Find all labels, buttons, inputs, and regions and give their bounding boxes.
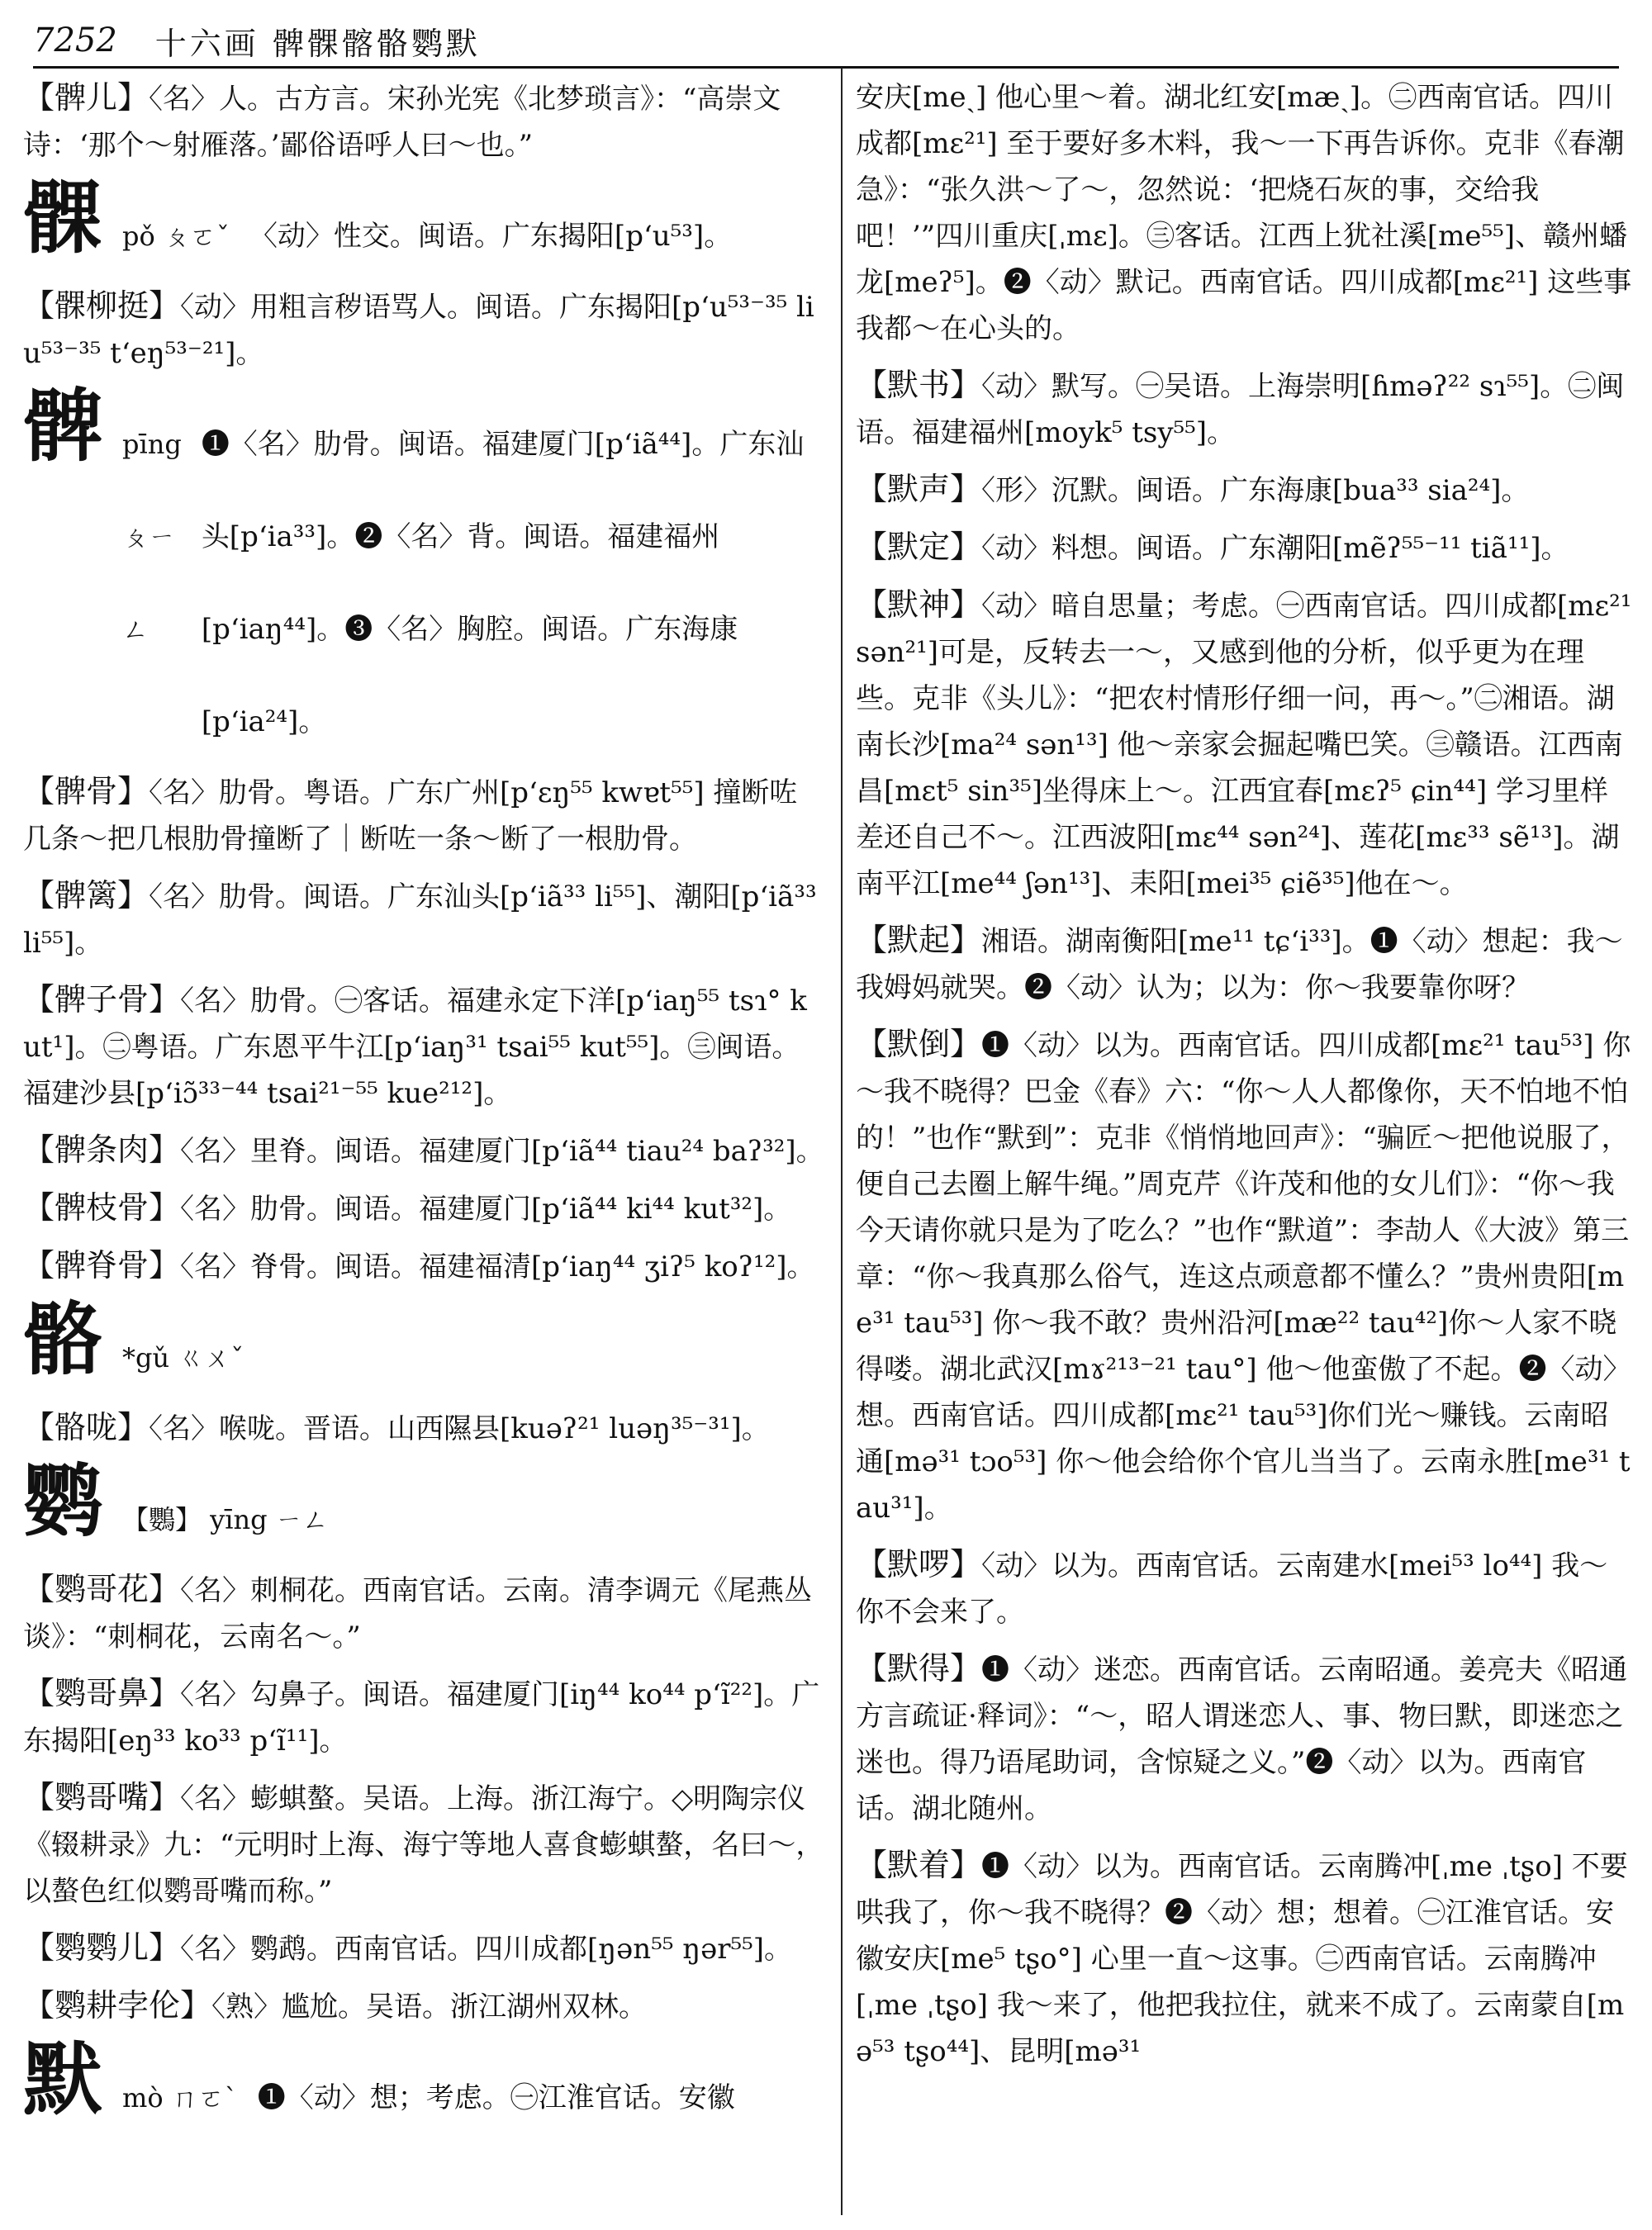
pronunciation: mò ㄇㄛˋ [122, 2082, 238, 2114]
entry-headword: 【髀儿】 [23, 79, 150, 116]
definition-text: 〈名〉刺桐花。西南官话。云南。清李调元《尾燕丛谈》：“刺桐花，云南名～。” [23, 1574, 813, 1654]
entry-headword: 【鹦哥花】 [23, 1571, 181, 1607]
entry-headword: 【默啰】 [856, 1546, 982, 1582]
dictionary-entry [23, 74, 824, 168]
entry-headword: 【髀子骨】 [23, 981, 181, 1018]
entry-headword: 【默定】 [856, 529, 982, 565]
definition-text: ❶〈动〉以为。西南官话。云南腾冲[ˌme ˌtʂo] 不要哄我了，你～我不晓得？❷〈动〉想；想着。㊀江淮官话。安徽安庆[me⁵ tʂo°] 心里一直～这事。㊁西南官话。云南腾冲[ˌme ˌtʂo] 我～来了，他把我拉住，就来不成了。云南蒙自[mə⁵³ tʂo⁴⁴]、昆明[mə³¹ [856, 1850, 1628, 2068]
entry-headword: 【默神】 [856, 586, 982, 623]
column-divider [841, 68, 843, 2215]
head-character-entry [23, 2033, 824, 2144]
dictionary-entry [23, 1670, 824, 1764]
definition-text: 〈动〉用粗言秽语骂人。闽语。广东揭阳[p‘u⁵³⁻³⁵ liu⁵³⁻³⁵ t‘eŋ⁵³⁻²¹]。 [23, 291, 814, 370]
definition-text: 〈动〉料想。闽语。广东潮阳[mẽʔ⁵⁵⁻¹¹ tiã¹¹]。 [981, 532, 1569, 565]
entry-headword: 【默声】 [856, 471, 982, 507]
definition-text: 〈动〉默写。㊀吴语。上海崇明[ɦməʔ²² sɿ⁵⁵]。㊁闽语。福建福州[moyk⁵ tsy⁵⁵]。 [856, 370, 1625, 449]
definition-text: ❶〈动〉以为。西南官话。四川成都[mɛ²¹ tau⁵³] 你～我不晓得？巴金《春》六：“你～人人都像你，天不怕地不怕的！”也作“默到”：克非《悄悄地回声》：“骗匠～把他说服了，便自己去圈上解牛绳。”周克芹《许茂和他的女儿们》：“你～我今天请你就只是为了吃么？”也作“默道”：李劼人《大波》第三章：“你～我真那么俗气，连这点顽意都不懂么？”贵州贵阳[me³¹ tau⁵³] 你～我不敢？贵州沿河[mæ²² tau⁴²]你～人家不晓得喽。湖北武汉[mɤ²¹³⁻²¹ tau°] 他～他蛮傲了不起。❷〈动〉想。西南官话。四川成都[mɛ²¹ tau⁵³]你们光～赚钱。云南昭通[mə³¹ tɔo⁵³] 你～他会给你个官儿当当了。云南永胜[me³¹ tau³¹]。 [856, 1029, 1631, 1525]
definition-text: 〈名〉肋骨。闽语。广东汕头[p‘iã³³ li⁵⁵]、潮阳[p‘iã³³ li⁵⁵]。 [23, 880, 817, 960]
entry-headword: 【骼咙】 [23, 1409, 150, 1445]
definition-text: 〈名〉鹦鹉。西南官话。四川成都[ŋən⁵⁵ ŋər⁵⁵]。 [180, 1933, 793, 1966]
entry-headword: 【髀枝骨】 [23, 1189, 181, 1226]
dictionary-entry [23, 1184, 824, 1232]
head-character: 骼 [23, 1293, 102, 1386]
dictionary-entry [23, 1242, 824, 1290]
head-character: 髀 [23, 380, 102, 472]
entry-headword: 【鹦哥鼻】 [23, 1675, 181, 1711]
dictionary-entry [23, 1924, 824, 1972]
entry-headword: 【鹦鹦儿】 [23, 1929, 181, 1966]
definition-text: 〈形〉沉默。闽语。广东海康[bua³³ sia²⁴]。 [981, 474, 1530, 507]
dictionary-entry [23, 872, 824, 966]
head-character-entry [23, 172, 824, 282]
definition-text: 〈动〉暗自思量；考虑。㊀西南官话。四川成都[mɛ²¹ sən²¹]可是，反转去一～，又感到他的分析，似乎更为在理些。克非《头儿》：“把农村情形仔细一问，再～。”㊁湘语。湖南长沙[ma²⁴ sən¹³] 他～亲家会掘起嘴巴笑。㊂赣语。江西南昌[mɛt⁵ sin³⁵]坐得床上～。江西宜春[mɛʔ⁵ ɕin⁴⁴] 学习里样差还自己不～。江西波阳[mɛ⁴⁴ sən²⁴]、莲花[mɛ³³ sẽ¹³]。湖南平江[me⁴⁴ ʃən¹³]、耒阳[mei³⁵ ɕiẽ³⁵]他在～。 [856, 590, 1632, 900]
dictionary-entry [23, 1566, 824, 1660]
dictionary-entry [23, 1774, 824, 1914]
right-column [856, 74, 1635, 2085]
entry-headword: 【鹦哥嘴】 [23, 1779, 181, 1815]
definition-text: 〈名〉里脊。闽语。福建厦门[p‘iã⁴⁴ tiau²⁴ baʔ³²]。 [180, 1135, 824, 1168]
definition-text: ❶〈名〉肋骨。闽语。福建厦门[p‘iã⁴⁴]。广东汕头[p‘ia³³]。❷〈名〉背。闽语。福建福州[p‘iaŋ⁴⁴]。❸〈名〉胸腔。闽语。广东海康[p‘ia²⁴]。 [201, 428, 805, 738]
entry-headword: 【髀骨】 [23, 773, 150, 809]
entry-headword: 【鹦耕孛伦】 [23, 1987, 212, 2024]
head-character-entry [23, 1293, 824, 1404]
dictionary-entry [856, 74, 1635, 352]
dictionary-entry [23, 282, 824, 377]
dictionary-entry [856, 362, 1635, 456]
head-character-entry [23, 1455, 824, 1566]
dictionary-entry [856, 1021, 1635, 1531]
dictionary-entry [23, 1982, 824, 2030]
pronunciation: 【鸚】 yīng ㄧㄥ [122, 1504, 329, 1535]
definition-text: 〈名〉人。古方言。宋孙光宪《北梦琐言》：“高崇文诗：‘那个～射雁落。’鄙俗语呼人曰～也。” [23, 83, 781, 162]
entry-headword: 【髀条肉】 [23, 1132, 181, 1168]
definition-text: 〈名〉肋骨。粤语。广东广州[p‘ɛŋ⁵⁵ kwɐt⁵⁵] 撞断咗几条～把几根肋骨撞断了｜断咗一条～断了一根肋骨。 [23, 776, 798, 856]
definition-text: 〈名〉喉咙。晋语。山西隰县[kuəʔ²¹ luəŋ³⁵⁻³¹]。 [149, 1412, 770, 1445]
entry-headword: 【髀脊骨】 [23, 1247, 181, 1283]
entry-headword: 【默倒】 [856, 1026, 982, 1062]
definition-text: 〈熟〉尴尬。吴语。浙江湖州双林。 [211, 1990, 648, 2024]
pronunciation: *gǔ ㄍㄨˇ [122, 1342, 244, 1374]
definition-text: ❶〈动〉想；考虑。㊀江淮官话。安徽 [257, 2081, 735, 2114]
definition-text: 〈名〉肋骨。㊀客话。福建永定下洋[p‘iaŋ⁵⁵ tsɿ° kut¹]。㊁粤语。广东恩平牛江[p‘iaŋ³¹ tsai⁵⁵ kut⁵⁵]。㊂闽语。福建沙县[p‘iɔ̃³³⁻⁴⁴ tsai²¹⁻⁵⁵ kue²¹²]。 [23, 985, 807, 1110]
definition-text: 〈名〉肋骨。闽语。福建厦门[p‘iã⁴⁴ ki⁴⁴ kut³²]。 [180, 1193, 792, 1226]
definition-text: 安庆[meˎ] 他心里～着。湖北红安[mæˎ]。㊁西南官话。四川成都[mɛ²¹] 至于要好多木料，我～一下再告诉你。克非《春潮急》：“张久洪～了～，忽然说：‘把烧石灰的事，交给我吧！’”四川重庆[ˌmɛ]。㊂客话。江西上犹社溪[me⁵⁵]、赣州蟠龙[meʔ⁵]。❷〈动〉默记。西南官话。四川成都[mɛ²¹] 这些事我都～在心头的。 [856, 81, 1632, 345]
head-character: 默 [23, 2033, 102, 2126]
entry-headword: 【默起】 [856, 922, 982, 958]
pronunciation: pǒ ㄆㄛˇ [122, 221, 230, 252]
definition-text: ❶〈动〉迷恋。西南官话。云南昭通。姜亮夫《昭通方言疏证·释词》：“～，昭人谓迷恋人、事、物曰默，即迷恋之迷也。得乃语尾助词，含惊疑之义。”❷〈动〉以为。西南官话。湖北随州。 [856, 1654, 1628, 1825]
entry-headword: 【默得】 [856, 1650, 982, 1687]
head-character-entry [23, 380, 824, 768]
definition-text: 〈名〉脊骨。闽语。福建福清[p‘iaŋ⁴⁴ ʒiʔ⁵ koʔ¹²]。 [180, 1250, 815, 1283]
dictionary-entry [23, 1404, 824, 1452]
dictionary-entry [23, 768, 824, 862]
dictionary-entry [856, 1645, 1635, 1832]
head-character: 鹦 [23, 1455, 102, 1548]
left-column [23, 74, 824, 2144]
definition-text: 〈动〉性交。闽语。广东揭阳[p‘u⁵³]。 [249, 220, 733, 253]
head-character: 髁 [23, 172, 102, 264]
page-header [33, 15, 1619, 69]
definition-text: 〈动〉以为。西南官话。云南建水[mei⁵³ lo⁴⁴] 我～你不会来了。 [856, 1549, 1608, 1629]
entry-headword: 【默着】 [856, 1847, 982, 1883]
dictionary-entry [856, 524, 1635, 572]
page-number: 7252 [33, 21, 117, 59]
dictionary-entry [856, 1842, 1635, 2075]
definition-text: 〈名〉蟛蜞螯。吴语。上海。浙江海宁。◇明陶宗仪《辍耕录》九：“元明时上海、海宁等地人喜食蟛蜞螯，名曰～，以螯色红似鹦哥嘴而称。” [23, 1782, 824, 1908]
pronunciation: pīng ㄆㄧㄥ [122, 429, 182, 645]
entry-headword: 【髀篱】 [23, 877, 150, 913]
dictionary-entry [856, 917, 1635, 1011]
entry-headword: 【默书】 [856, 367, 982, 403]
dictionary-entry [856, 466, 1635, 514]
definition-text: 湘语。湖南衡阳[me¹¹ tɕ‘i³³]。❶〈动〉想起：我～我姆妈就哭。❷〈动〉认为；以为：你～我要靠你呀？ [856, 925, 1623, 1004]
entry-headword: 【髁柳挺】 [23, 287, 181, 324]
section-title: 十六画 髀髁髂骼鹦默 [154, 25, 481, 62]
dictionary-entry [23, 1127, 824, 1174]
dictionary-entry [23, 976, 824, 1117]
definition-text: 〈名〉勾鼻子。闽语。福建厦门[iŋ⁴⁴ ko⁴⁴ p‘ĩ²²]。广东揭阳[eŋ³³ ko³³ p‘ĩ¹¹]。 [23, 1678, 820, 1758]
dictionary-entry [856, 1541, 1635, 1635]
dictionary-entry [856, 581, 1635, 907]
